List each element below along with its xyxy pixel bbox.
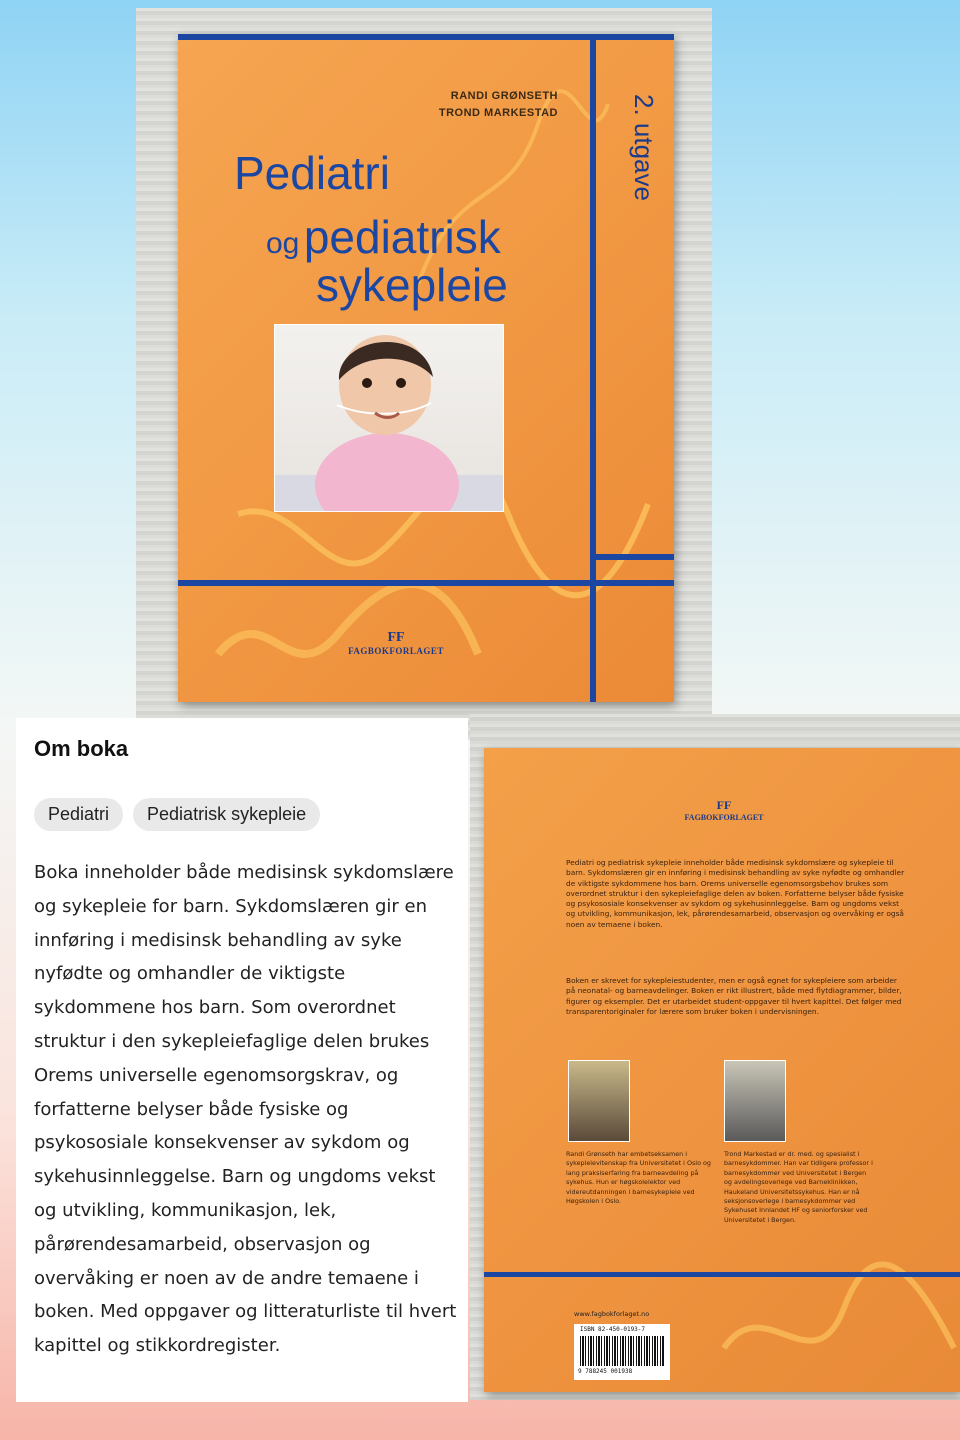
- back-paragraph-2: Boken er skrevet for sykepleiestudenter, men er også egnet for sykepleiere som arbeider på neonatal- og barneavdelinger. Boken er rikt illustrert, både med flytdiagrammer, bilder, figurer og eksempler. Det er utarbeidet student-oppgaver til hvert kapittel. Det følger med transparentoriginaler for lærere som bruker boken i undervisningen.: [566, 976, 902, 1016]
- about-heading: Om boka: [34, 736, 129, 761]
- author-1: RANDI GRØNSETH: [450, 90, 558, 102]
- book-back-cover: [484, 748, 960, 1392]
- portrait-randi: [568, 1060, 630, 1142]
- cover-authors: [428, 88, 558, 122]
- child-photo-illustration: [275, 325, 503, 511]
- publisher-name: FAGBOKFORLAGET: [348, 646, 444, 656]
- cover-title-line3: sykepleie: [316, 259, 508, 311]
- cover-spine-line: [590, 34, 596, 702]
- cover-title-pediatrisk: pediatrisk: [303, 211, 501, 263]
- bio-trond: Trond Markestad er dr. med. og spesialist i barnesykdommer. Han var tidligere professor i barnesykdommer ved Universitetet i Bergen og avdelingsoverlege ved Barneklinikken, Haukeland Universitetssykehus. Han er nå seksjonsoverlege i barnesykdommer ved Sykehuset Innlandet HF og seniorforsker ved Universitetet i Bergen.: [724, 1150, 873, 1224]
- cover-edition: 2. utgave: [629, 94, 659, 201]
- cover-child-photo: [274, 324, 504, 512]
- tag-list: [34, 798, 320, 831]
- back-wave-decoration: [484, 748, 960, 1392]
- about-description: Boka inneholder både medisinsk sykdomslære og sykepleie for barn. Sykdomslæren gir en innføring i medisinsk behandling av syke nyfødte og omhandler de viktigste sykdommene hos barn. Som overordnet struktur i den sykepleiefaglige delen brukes Orems universelle egenomsorgskrav, og forfatterne belyser både fysiske og psykososiale konsekvenser av sykdom og sykehusinnleggelse. Barn og ungdoms vekst og utvikling, kommunikasjon, lek, pårørendesamarbeid, observasjon og overvåking er noen av de andre temaene i boken. Med oppgaver og litteraturliste til hvert kapittel og stikkordregister.: [34, 862, 457, 1357]
- barcode-number: 9 788245 001938: [578, 1368, 633, 1375]
- cover-border-top: [178, 34, 674, 40]
- back-publisher-logo: [684, 798, 764, 822]
- barcode-bars: [580, 1336, 664, 1366]
- cover-corner-line: [596, 554, 674, 560]
- author-2: TROND MARKESTAD: [438, 107, 558, 119]
- portrait-trond: [724, 1060, 786, 1142]
- fagbok-logo-icon: FF: [387, 630, 405, 645]
- back-cover-photo: [470, 714, 960, 1400]
- isbn-label: ISBN 82-450-0193-7: [580, 1326, 646, 1333]
- about-panel: [16, 718, 468, 1402]
- fagbok-logo-icon: FF: [716, 798, 732, 812]
- barcode: [574, 1324, 670, 1380]
- book-front-cover: [178, 34, 674, 702]
- bio-randi: Randi Grønseth har embetseksamen i sykepleievitenskap fra Universitetet i Oslo og lang praksiserfaring fra barneavdeling på sykehus. Hun er høgskolelektor ved videreutdanningen i barnesykepleie ved Høgskolen i Oslo.: [566, 1150, 711, 1206]
- cover-band: [178, 580, 674, 586]
- cover-title-line2: [266, 210, 501, 264]
- cover-title-line1: Pediatri: [234, 147, 390, 199]
- publisher-url: www.fagbokforlaget.no: [574, 1310, 650, 1318]
- tag-pediatri[interactable]: Pediatri: [34, 798, 123, 831]
- front-cover-photo: [136, 8, 712, 740]
- back-paragraph-1: Pediatri og pediatrisk sykepleie inneholder både medisinsk sykdomslære og sykepleie til barn. Sykdomslæren gir en innføring i medisinsk behandling av syke nyfødte og omhandler de viktigste sykdommene hos barn. Orems universelle egenomsorgsbehov brukes som overordnet struktur i den sykepleiefaglige delen av boken. Forfatterne belyser både fysiske og psykososiale konsekvenser av sykdom og sykehusinnleggelse. Barn og ungdoms vekst og utvikling, kommunikasjon, lek, pårørendesamarbeid, observasjon og overvåking er også noen av temaene i boken.: [566, 858, 905, 929]
- back-band: [484, 1272, 960, 1277]
- tag-pediatrisk-sykepleie[interactable]: Pediatrisk sykepleie: [133, 798, 320, 831]
- cover-title-og: og: [266, 227, 300, 260]
- back-publisher-name: FAGBOKFORLAGET: [684, 813, 764, 822]
- cover-publisher-logo: [346, 630, 446, 656]
